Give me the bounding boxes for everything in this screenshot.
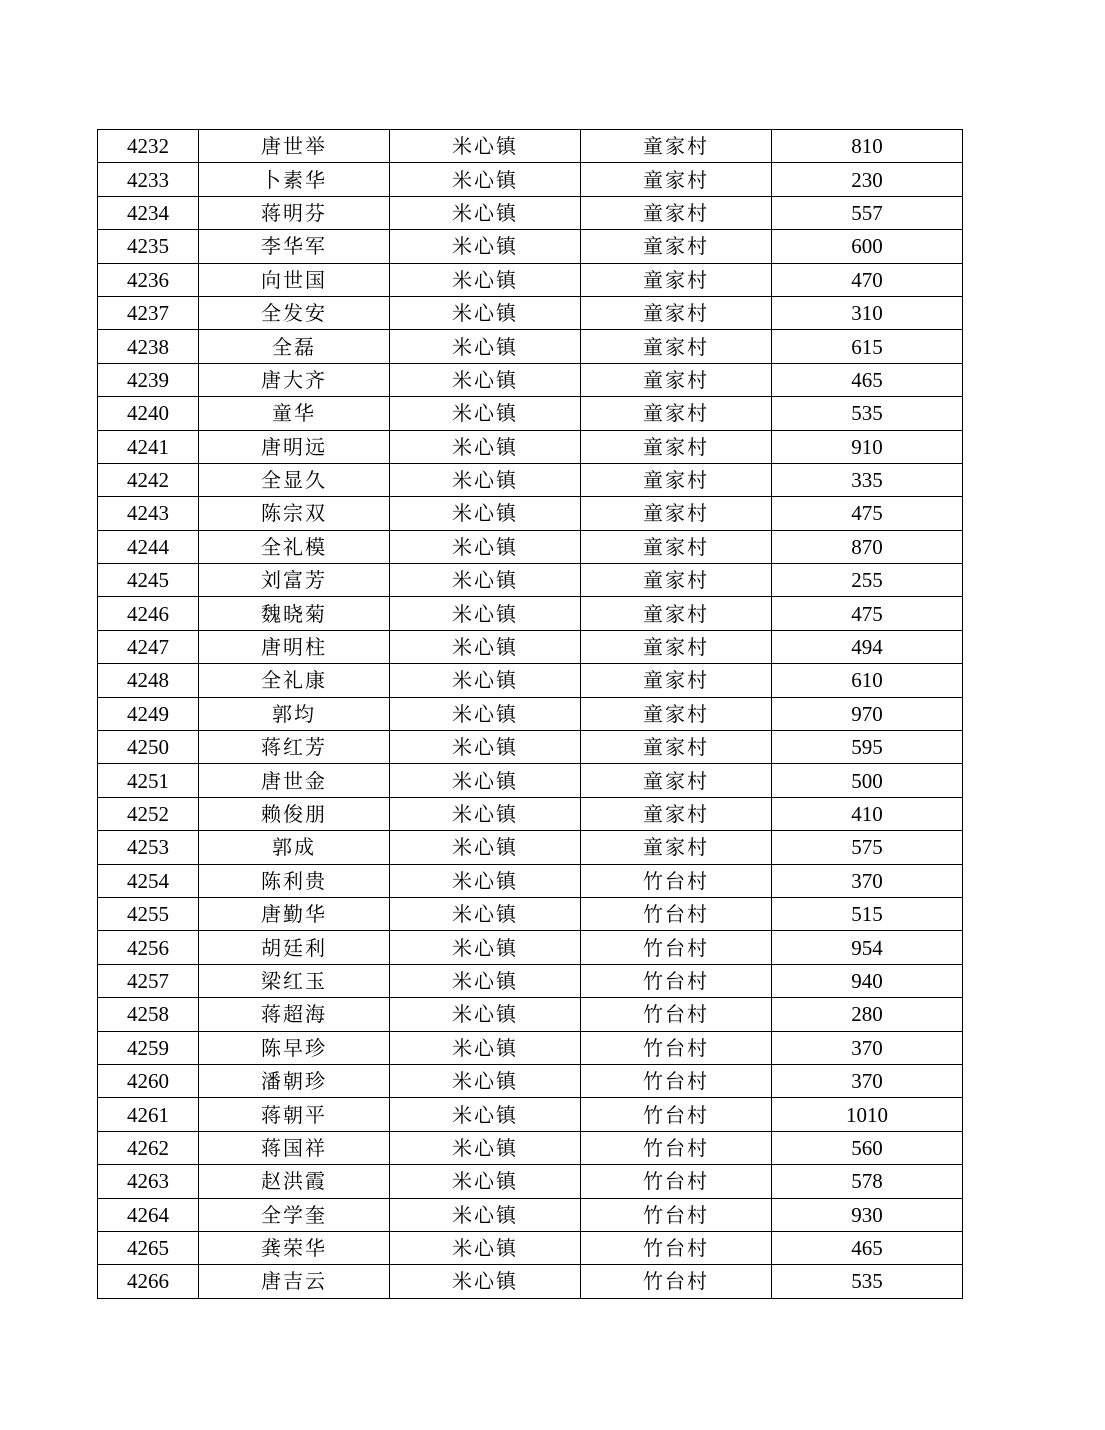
amount-cell: 600	[772, 230, 963, 263]
amount-cell: 610	[772, 664, 963, 697]
row-id-cell: 4266	[98, 1265, 199, 1298]
name-cell: 陈早珍	[199, 1031, 390, 1064]
row-id-cell: 4257	[98, 964, 199, 997]
name-cell: 赖俊朋	[199, 797, 390, 830]
table-row	[98, 263, 963, 296]
table-row	[98, 130, 963, 163]
amount-cell: 370	[772, 1064, 963, 1097]
amount-cell: 494	[772, 630, 963, 663]
table-row	[98, 764, 963, 797]
village-cell: 童家村	[581, 664, 772, 697]
amount-cell: 940	[772, 964, 963, 997]
row-id-cell: 4249	[98, 697, 199, 730]
row-id-cell: 4244	[98, 530, 199, 563]
town-cell: 米心镇	[390, 964, 581, 997]
table-row	[98, 230, 963, 263]
row-id-cell: 4237	[98, 296, 199, 329]
table-row	[98, 397, 963, 430]
row-id-cell: 4243	[98, 497, 199, 530]
village-cell: 童家村	[581, 263, 772, 296]
amount-cell: 255	[772, 564, 963, 597]
table-row	[98, 497, 963, 530]
town-cell: 米心镇	[390, 564, 581, 597]
name-cell: 陈宗双	[199, 497, 390, 530]
town-cell: 米心镇	[390, 196, 581, 229]
village-cell: 童家村	[581, 831, 772, 864]
amount-cell: 475	[772, 597, 963, 630]
table-row	[98, 1098, 963, 1131]
row-id-cell: 4250	[98, 731, 199, 764]
row-id-cell: 4232	[98, 130, 199, 163]
amount-cell: 557	[772, 196, 963, 229]
town-cell: 米心镇	[390, 430, 581, 463]
table-row	[98, 731, 963, 764]
amount-cell: 230	[772, 163, 963, 196]
table-row	[98, 664, 963, 697]
row-id-cell: 4260	[98, 1064, 199, 1097]
name-cell: 蒋红芳	[199, 731, 390, 764]
row-id-cell: 4238	[98, 330, 199, 363]
table-row	[98, 1031, 963, 1064]
town-cell: 米心镇	[390, 731, 581, 764]
row-id-cell: 4234	[98, 196, 199, 229]
village-cell: 童家村	[581, 530, 772, 563]
amount-cell: 515	[772, 897, 963, 930]
town-cell: 米心镇	[390, 864, 581, 897]
name-cell: 蒋明芬	[199, 196, 390, 229]
village-cell: 竹台村	[581, 1198, 772, 1231]
table-row	[98, 363, 963, 396]
name-cell: 胡廷利	[199, 931, 390, 964]
village-cell: 竹台村	[581, 1064, 772, 1097]
amount-cell: 910	[772, 430, 963, 463]
town-cell: 米心镇	[390, 397, 581, 430]
town-cell: 米心镇	[390, 630, 581, 663]
town-cell: 米心镇	[390, 463, 581, 496]
amount-cell: 595	[772, 731, 963, 764]
village-cell: 竹台村	[581, 1265, 772, 1298]
village-cell: 竹台村	[581, 1131, 772, 1164]
name-cell: 郭成	[199, 831, 390, 864]
name-cell: 蒋朝平	[199, 1098, 390, 1131]
amount-cell: 465	[772, 363, 963, 396]
table-body	[98, 130, 963, 1299]
name-cell: 蒋国祥	[199, 1131, 390, 1164]
row-id-cell: 4235	[98, 230, 199, 263]
town-cell: 米心镇	[390, 1198, 581, 1231]
village-cell: 竹台村	[581, 1231, 772, 1264]
town-cell: 米心镇	[390, 1098, 581, 1131]
village-cell: 竹台村	[581, 864, 772, 897]
name-cell: 唐明柱	[199, 630, 390, 663]
row-id-cell: 4259	[98, 1031, 199, 1064]
amount-cell: 475	[772, 497, 963, 530]
town-cell: 米心镇	[390, 931, 581, 964]
name-cell: 李华军	[199, 230, 390, 263]
row-id-cell: 4246	[98, 597, 199, 630]
village-cell: 童家村	[581, 564, 772, 597]
table-row	[98, 1231, 963, 1264]
row-id-cell: 4236	[98, 263, 199, 296]
name-cell: 唐明远	[199, 430, 390, 463]
name-cell: 赵洪霞	[199, 1165, 390, 1198]
table-row	[98, 564, 963, 597]
village-cell: 童家村	[581, 797, 772, 830]
village-cell: 童家村	[581, 597, 772, 630]
row-id-cell: 4256	[98, 931, 199, 964]
table-row	[98, 330, 963, 363]
name-cell: 陈利贵	[199, 864, 390, 897]
table-row	[98, 964, 963, 997]
amount-cell: 500	[772, 764, 963, 797]
town-cell: 米心镇	[390, 697, 581, 730]
row-id-cell: 4261	[98, 1098, 199, 1131]
table-row	[98, 831, 963, 864]
village-cell: 童家村	[581, 463, 772, 496]
row-id-cell: 4258	[98, 998, 199, 1031]
name-cell: 潘朝珍	[199, 1064, 390, 1097]
village-cell: 竹台村	[581, 1165, 772, 1198]
town-cell: 米心镇	[390, 363, 581, 396]
amount-cell: 535	[772, 1265, 963, 1298]
name-cell: 全显久	[199, 463, 390, 496]
table-row	[98, 864, 963, 897]
town-cell: 米心镇	[390, 597, 581, 630]
village-cell: 童家村	[581, 697, 772, 730]
name-cell: 龚荣华	[199, 1231, 390, 1264]
village-cell: 童家村	[581, 497, 772, 530]
town-cell: 米心镇	[390, 497, 581, 530]
row-id-cell: 4240	[98, 397, 199, 430]
row-id-cell: 4233	[98, 163, 199, 196]
amount-cell: 954	[772, 931, 963, 964]
town-cell: 米心镇	[390, 664, 581, 697]
table-row	[98, 1265, 963, 1298]
row-id-cell: 4251	[98, 764, 199, 797]
name-cell: 全磊	[199, 330, 390, 363]
amount-cell: 575	[772, 831, 963, 864]
village-cell: 童家村	[581, 163, 772, 196]
village-cell: 童家村	[581, 630, 772, 663]
table-row	[98, 697, 963, 730]
row-id-cell: 4239	[98, 363, 199, 396]
town-cell: 米心镇	[390, 130, 581, 163]
row-id-cell: 4247	[98, 630, 199, 663]
village-cell: 童家村	[581, 397, 772, 430]
table-row	[98, 797, 963, 830]
amount-cell: 560	[772, 1131, 963, 1164]
table-row	[98, 998, 963, 1031]
town-cell: 米心镇	[390, 1265, 581, 1298]
name-cell: 唐大齐	[199, 363, 390, 396]
village-cell: 童家村	[581, 764, 772, 797]
row-id-cell: 4241	[98, 430, 199, 463]
amount-cell: 370	[772, 864, 963, 897]
amount-cell: 535	[772, 397, 963, 430]
village-cell: 童家村	[581, 296, 772, 329]
data-table	[97, 129, 963, 1299]
table-row	[98, 463, 963, 496]
table-row	[98, 897, 963, 930]
table-row	[98, 1131, 963, 1164]
table-row	[98, 430, 963, 463]
amount-cell: 615	[772, 330, 963, 363]
name-cell: 唐勤华	[199, 897, 390, 930]
village-cell: 童家村	[581, 430, 772, 463]
name-cell: 向世国	[199, 263, 390, 296]
row-id-cell: 4265	[98, 1231, 199, 1264]
town-cell: 米心镇	[390, 163, 581, 196]
table-row	[98, 1198, 963, 1231]
row-id-cell: 4242	[98, 463, 199, 496]
amount-cell: 335	[772, 463, 963, 496]
town-cell: 米心镇	[390, 1165, 581, 1198]
name-cell: 全礼康	[199, 664, 390, 697]
village-cell: 竹台村	[581, 931, 772, 964]
town-cell: 米心镇	[390, 296, 581, 329]
row-id-cell: 4245	[98, 564, 199, 597]
name-cell: 梁红玉	[199, 964, 390, 997]
name-cell: 蒋超海	[199, 998, 390, 1031]
town-cell: 米心镇	[390, 831, 581, 864]
table-row	[98, 1064, 963, 1097]
village-cell: 童家村	[581, 363, 772, 396]
table-row	[98, 597, 963, 630]
row-id-cell: 4254	[98, 864, 199, 897]
amount-cell: 370	[772, 1031, 963, 1064]
name-cell: 郭均	[199, 697, 390, 730]
amount-cell: 280	[772, 998, 963, 1031]
amount-cell: 970	[772, 697, 963, 730]
name-cell: 唐世举	[199, 130, 390, 163]
village-cell: 童家村	[581, 196, 772, 229]
village-cell: 童家村	[581, 230, 772, 263]
village-cell: 童家村	[581, 731, 772, 764]
village-cell: 竹台村	[581, 998, 772, 1031]
town-cell: 米心镇	[390, 797, 581, 830]
row-id-cell: 4252	[98, 797, 199, 830]
name-cell: 童华	[199, 397, 390, 430]
town-cell: 米心镇	[390, 230, 581, 263]
village-cell: 竹台村	[581, 897, 772, 930]
town-cell: 米心镇	[390, 897, 581, 930]
table-row	[98, 296, 963, 329]
row-id-cell: 4248	[98, 664, 199, 697]
village-cell: 童家村	[581, 330, 772, 363]
name-cell: 全学奎	[199, 1198, 390, 1231]
amount-cell: 310	[772, 296, 963, 329]
amount-cell: 810	[772, 130, 963, 163]
town-cell: 米心镇	[390, 263, 581, 296]
name-cell: 全礼模	[199, 530, 390, 563]
amount-cell: 410	[772, 797, 963, 830]
village-cell: 童家村	[581, 130, 772, 163]
village-cell: 竹台村	[581, 964, 772, 997]
name-cell: 刘富芳	[199, 564, 390, 597]
amount-cell: 578	[772, 1165, 963, 1198]
town-cell: 米心镇	[390, 1131, 581, 1164]
name-cell: 卜素华	[199, 163, 390, 196]
town-cell: 米心镇	[390, 764, 581, 797]
row-id-cell: 4263	[98, 1165, 199, 1198]
town-cell: 米心镇	[390, 330, 581, 363]
town-cell: 米心镇	[390, 1031, 581, 1064]
village-cell: 竹台村	[581, 1031, 772, 1064]
table-row	[98, 163, 963, 196]
name-cell: 唐世金	[199, 764, 390, 797]
amount-cell: 470	[772, 263, 963, 296]
town-cell: 米心镇	[390, 1064, 581, 1097]
name-cell: 魏晓菊	[199, 597, 390, 630]
table-row	[98, 196, 963, 229]
amount-cell: 870	[772, 530, 963, 563]
row-id-cell: 4255	[98, 897, 199, 930]
table-row	[98, 1165, 963, 1198]
table-row	[98, 931, 963, 964]
row-id-cell: 4262	[98, 1131, 199, 1164]
table-row	[98, 630, 963, 663]
town-cell: 米心镇	[390, 998, 581, 1031]
amount-cell: 1010	[772, 1098, 963, 1131]
amount-cell: 930	[772, 1198, 963, 1231]
name-cell: 唐吉云	[199, 1265, 390, 1298]
row-id-cell: 4253	[98, 831, 199, 864]
amount-cell: 465	[772, 1231, 963, 1264]
table-row	[98, 530, 963, 563]
town-cell: 米心镇	[390, 530, 581, 563]
town-cell: 米心镇	[390, 1231, 581, 1264]
village-cell: 竹台村	[581, 1098, 772, 1131]
name-cell: 全发安	[199, 296, 390, 329]
row-id-cell: 4264	[98, 1198, 199, 1231]
